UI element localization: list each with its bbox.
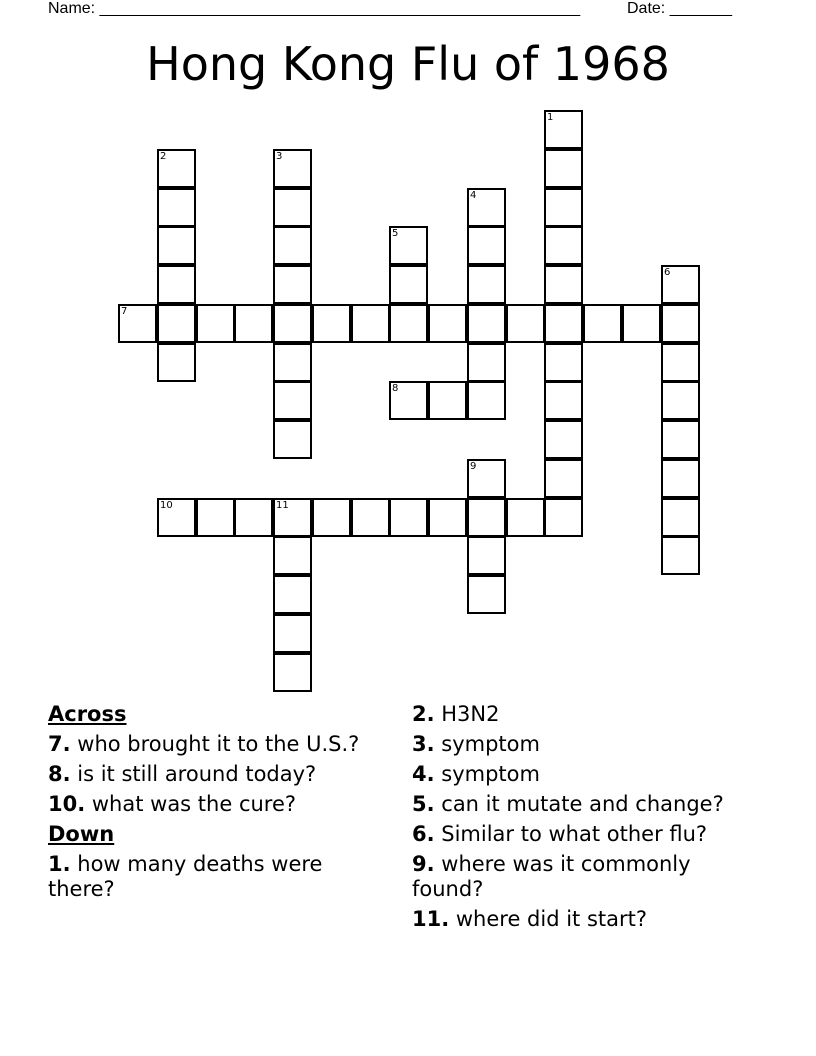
clue-item-number: 10. (48, 792, 86, 816)
grid-cell[interactable] (312, 498, 351, 537)
grid-cell[interactable] (467, 188, 506, 227)
clue-item-number: 1. (48, 852, 71, 876)
clue-item-number: 2. (412, 702, 435, 726)
grid-cell[interactable] (389, 265, 428, 304)
clue-number: 8 (392, 383, 399, 394)
grid-cell[interactable] (544, 343, 583, 382)
grid-cell[interactable] (544, 226, 583, 265)
clue-number: 5 (392, 228, 399, 239)
clue-item-number: 5. (412, 792, 435, 816)
grid-cell[interactable] (544, 265, 583, 304)
grid-cell[interactable] (544, 498, 583, 537)
grid-cell[interactable] (467, 498, 506, 537)
page-title: Hong Kong Flu of 1968 (146, 37, 670, 91)
grid-cell[interactable] (157, 304, 196, 343)
clue-item-text: who brought it to the U.S.? (70, 732, 360, 756)
grid-cell[interactable] (157, 265, 196, 304)
clue-number: 11 (276, 500, 289, 511)
clue-item-number: 7. (48, 732, 71, 756)
grid-cell[interactable] (467, 459, 506, 498)
clue-item-number: 11. (412, 907, 450, 931)
clue-item (412, 702, 762, 727)
name-field-label: Name: ______________________________________________________ (48, 0, 581, 17)
grid-cell[interactable] (661, 265, 700, 304)
clue-item-text: is it still around today? (70, 762, 317, 786)
grid-cell[interactable] (273, 575, 312, 614)
grid-cell[interactable] (661, 459, 700, 498)
clue-item-number: 8. (48, 762, 71, 786)
clue-item (412, 792, 762, 817)
grid-cell[interactable] (351, 498, 390, 537)
clue-number: 10 (160, 500, 173, 511)
grid-cell[interactable] (544, 304, 583, 343)
grid-cell[interactable] (351, 304, 390, 343)
grid-cell[interactable] (157, 498, 196, 537)
grid-cell[interactable] (467, 575, 506, 614)
grid-cell[interactable] (544, 459, 583, 498)
grid-cell[interactable] (467, 343, 506, 382)
grid-cell[interactable] (234, 304, 273, 343)
clue-section-heading: Across (48, 702, 127, 726)
grid-cell[interactable] (118, 304, 157, 343)
clues-column-left (48, 702, 368, 907)
grid-cell[interactable] (389, 498, 428, 537)
clue-number: 1 (547, 112, 554, 123)
grid-cell[interactable] (157, 149, 196, 188)
grid-cell[interactable] (467, 265, 506, 304)
grid-cell[interactable] (273, 188, 312, 227)
clue-item (48, 852, 368, 902)
grid-cell[interactable] (273, 304, 312, 343)
grid-cell[interactable] (506, 498, 545, 537)
clue-item (48, 732, 368, 757)
grid-cell[interactable] (273, 265, 312, 304)
grid-cell[interactable] (544, 420, 583, 459)
clue-item-text: where did it start? (449, 907, 648, 931)
grid-cell[interactable] (273, 653, 312, 692)
clue-item (48, 762, 368, 787)
grid-cell[interactable] (273, 614, 312, 653)
grid-cell[interactable] (544, 149, 583, 188)
grid-cell[interactable] (273, 536, 312, 575)
grid-cell[interactable] (312, 304, 351, 343)
grid-cell[interactable] (661, 498, 700, 537)
grid-cell[interactable] (389, 381, 428, 420)
grid-cell[interactable] (273, 343, 312, 382)
clue-item (412, 732, 762, 757)
date-field-label: Date: _______ (627, 0, 732, 17)
clue-item-text: how many deaths were there? (48, 852, 323, 901)
grid-cell[interactable] (622, 304, 661, 343)
grid-cell[interactable] (467, 381, 506, 420)
grid-cell[interactable] (661, 536, 700, 575)
grid-cell[interactable] (157, 343, 196, 382)
grid-cell[interactable] (196, 498, 235, 537)
grid-cell[interactable] (661, 420, 700, 459)
clue-item (412, 822, 762, 847)
clue-item-number: 9. (412, 852, 435, 876)
grid-cell[interactable] (273, 226, 312, 265)
clue-item-number: 3. (412, 732, 435, 756)
grid-cell[interactable] (273, 420, 312, 459)
grid-cell[interactable] (661, 304, 700, 343)
clue-item (48, 792, 368, 817)
grid-cell[interactable] (583, 304, 622, 343)
clue-number: 7 (121, 306, 128, 317)
grid-cell[interactable] (428, 498, 467, 537)
clue-number: 3 (276, 151, 283, 162)
clue-item (412, 907, 762, 932)
clue-item-text: symptom (434, 732, 540, 756)
grid-cell[interactable] (196, 304, 235, 343)
grid-cell[interactable] (544, 110, 583, 149)
grid-cell[interactable] (467, 304, 506, 343)
clue-item-text: H3N2 (434, 702, 500, 726)
grid-cell[interactable] (273, 498, 312, 537)
grid-cell[interactable] (157, 188, 196, 227)
grid-cell[interactable] (273, 381, 312, 420)
grid-cell[interactable] (234, 498, 273, 537)
grid-cell[interactable] (389, 304, 428, 343)
grid-cell[interactable] (157, 226, 196, 265)
clue-section-heading: Down (48, 822, 115, 846)
clues-column-right (412, 702, 762, 937)
grid-cell[interactable] (428, 381, 467, 420)
clue-item-number: 4. (412, 762, 435, 786)
grid-cell[interactable] (467, 536, 506, 575)
clue-item-text: symptom (434, 762, 540, 786)
clue-number: 2 (160, 151, 167, 162)
clue-item (412, 852, 762, 902)
clue-number: 4 (470, 190, 477, 201)
grid-cell[interactable] (661, 381, 700, 420)
grid-cell[interactable] (544, 188, 583, 227)
clue-item-text: where was it commonly found? (412, 852, 691, 901)
clue-number: 6 (664, 267, 671, 278)
clue-item-text: what was the cure? (85, 792, 297, 816)
grid-cell[interactable] (467, 226, 506, 265)
grid-cell[interactable] (544, 381, 583, 420)
grid-cell[interactable] (428, 304, 467, 343)
grid-cell[interactable] (661, 343, 700, 382)
clue-number: 9 (470, 461, 477, 472)
clue-item-text: can it mutate and change? (434, 792, 724, 816)
clue-item (412, 762, 762, 787)
clue-item-number: 6. (412, 822, 435, 846)
clue-item-text: Similar to what other flu? (434, 822, 708, 846)
grid-cell[interactable] (506, 304, 545, 343)
grid-cell[interactable] (389, 226, 428, 265)
grid-cell[interactable] (273, 149, 312, 188)
